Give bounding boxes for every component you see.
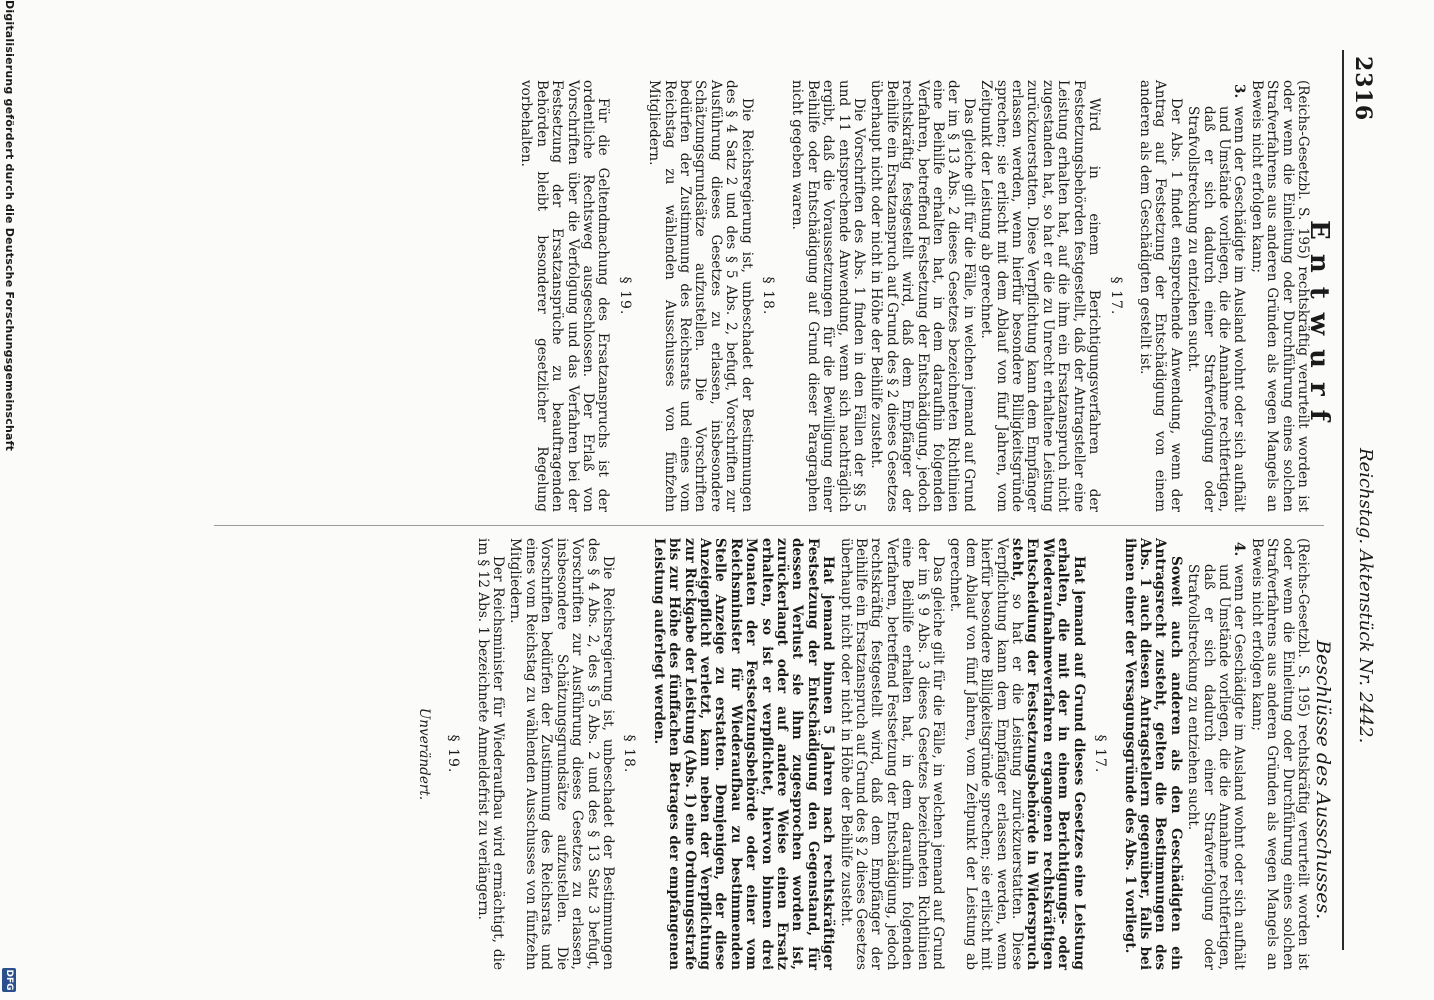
committee-intro: (Reichs-Gesetzbl. S. 195) rechtskräftig verurteilt worden ist oder wenn die Einleitung oder Durchführung eines solchen Strafverfahrens aus anderen Gründen als wegen Mangels an Beweis nicht erfolgen kann; — [1248, 538, 1311, 970]
draft-item-3 — [1185, 80, 1247, 512]
draft-sec17-p3: Die Vorschriften des Abs. 1 finden in den Fällen der §§ 5 und 11 entsprechende Anwendung, wenn sich nachträglich ergibt, daß die Voraussetzungen für die Bewilligung einer Beihilfe oder Entschädigung auf Grund dieser Paragraphen nicht gegeben waren. — [789, 80, 868, 512]
left-column-heading: Entwurf — [1304, 220, 1334, 435]
committee-sec18-title: § 18. — [621, 734, 638, 774]
draft-intro: (Reichs-Gesetzbl. S. 195) rechtskräftig verurteilt worden ist oder wenn die Einleitung oder Durchführung eines solchen Strafverfahrens aus anderen Gründen als wegen Mangels an Beweis nicht erfolgen kann; — [1248, 80, 1311, 512]
committee-item-4-text: wenn der Geschädigte im Ausland wohnt oder sich aufhält und Umstände vorliegen, die die Annahme rechtfertigen, daß er sich dadurch einer Strafverfolgung oder Strafvollstreckung zu entziehen sucht. — [1185, 564, 1248, 970]
draft-sec17-title: § 17. — [1107, 276, 1124, 316]
committee-sec18-p2: Der Reichsminister für Wiederaufbau wird ermächtigt, die im § 12 Abs. 1 bezeichnete Anmeldefrist zu verlängern. — [474, 538, 507, 970]
draft-column — [516, 80, 1310, 512]
committee-bold-paragraph: Soweit auch anderen als den Geschädigten ein Antragsrecht zusteht, gelten die Bestimmungen des Abs. 1 auch diesen Antragstellern gegenüber, falls bei ihnen einer der Versagungsgründe des Abs. 1 vorliegt. — [1121, 538, 1184, 970]
column-divider — [214, 525, 1324, 526]
draft-item-3-number: 3. — [1231, 84, 1248, 99]
committee-sec17-p1 — [947, 538, 1086, 970]
committee-sec17-p1-bold: Hat jemand auf Grund dieses Gesetzes eine Leistung erhalten, die mit der in einem Berichtigungs- oder Wiederaufnahmeverfahren ergangenen rechtskräftigen Entscheidung der Festsetzungsbehörde in Widerspruch steht, — [1009, 538, 1087, 970]
dfg-logo-icon: DFG — [4, 969, 14, 991]
committee-sec19-unchanged: Unverändert. — [415, 707, 432, 801]
document-title: Reichstag. Aktenstück Nr. 2442. — [1355, 448, 1376, 744]
committee-sec17-p2: Das gleiche gilt für die Fälle, in welchen jemand auf Grund der im § 9 Abs. 3 dieses Gesetzes bezeichneten Richtlinien eine Beihilfe erhalten hat, in dem daraufhin folgenden Verfahren, betreffend Festsetzung der Entschädigung, jedoch rechtskräftig festgestellt wird, daß dem Empfänger der Beihilfe ein Ersatzanspruch auf Grund des § 2 dieses Gesetzes überhaupt nicht oder nicht in Höhe der Beihilfe zusteht. — [837, 538, 947, 970]
running-head — [1342, 0, 1382, 1000]
draft-item-3-text: wenn der Geschädigte im Ausland wohnt oder sich aufhält und Umstände vorliegen, die die Annahme rechtfertigen, daß er sich dadurch einer Strafverfolgung oder Strafvollstreckung zu entziehen sucht. — [1185, 106, 1248, 512]
committee-sec17-title: § 17. — [1092, 734, 1109, 774]
committee-item-4-number: 4. — [1231, 542, 1248, 557]
draft-abs2: Der Abs. 1 findet entsprechende Anwendung, wenn der Antrag auf Festsetzung der Entschädigung von einem anderen als dem Geschädigten gestellt ist. — [1136, 80, 1184, 512]
draft-sec17-p2: Das gleiche gilt für die Fälle, in welchen jemand auf Grund der im § 13 Abs. 2 dieses Gesetzes bezeichneten Richtlinien eine Beihilfe erhalten hat, in dem daraufhin folgenden Verfahren, betreffend Festsetzung der Entschädigung, jedoch rechtskräftig festgestellt wird, daß dem Empfänger der Beihilfe ein Ersatzanspruch auf Grund des § 2 dieses Gesetzes überhaupt nicht oder nicht in Höhe der Beihilfe zusteht. — [868, 80, 977, 512]
committee-sec18-p1: Die Reichsregierung ist, unbeschadet der Bestimmungen des § 4 Abs. 2, des § 5 Abs. 2 und des § 13 Satz 3 befugt, Vorschriften zur Ausführung dieses Gesetzes zu erlassen, insbesondere Schätzungsgrundsätze aufzustellen. Die Vorschriften bedürfen der Zustimmung des Reichsrats und eines vom Reichstag zu wählenden Ausschusses von fünfzehn Mitgliedern. — [507, 538, 616, 970]
header-rule — [1342, 50, 1344, 950]
funding-note: Digitalisierung gefördert durch die Deutsche Forschungsgemeinschaft — [3, 0, 16, 452]
committee-item-4 — [1185, 538, 1247, 970]
draft-sec19-title: § 19. — [616, 276, 633, 316]
committee-sec17-p3: Hat jemand binnen 5 Jahren nach rechtskräftiger Festsetzung der Entschädigung den Gegenstand, für dessen Verlust sie ihm zugesprochen worden ist, zurückerlangt oder auf andere Weise einen Ersatz erhalten, so ist er verpflichtet, hiervon binnen drei Monaten der Festsetzungsbehörde oder einer vom Reichsminister für Wiederaufbau zu bestimmenden Stelle Anzeige zu erstatten. Demjenigen, der diese Anzeigepflicht verletzt, kann neben der Verpflichtung zur Rückgabe der Leistung (Abs. 1) eine Ordnungsstrafe bis zur Höhe des fünffachen Betrages der empfangenen Leistung auferlegt werden. — [650, 538, 837, 970]
draft-sec19-p1: Für die Geltendmachung des Ersatzanspruchs ist der ordentliche Rechtsweg ausgeschlossen. Der Erlaß von Vorschriften über die Verfolgung und das Verfahren bei der Festsetzung der Ersatzansprüche zu beauftragenden Behörden bleibt besonderer gesetzlicher Regelung vorbehalten. — [518, 80, 612, 512]
right-column-heading: Beschlüsse des Ausschusses. — [1312, 640, 1334, 920]
draft-sec17-p1: Wird in einem Berichtigungsverfahren der Festsetzungsbehörden festgestellt, daß der Antragsteller eine Leistung erhalten hat, auf die ihm ein Ersatzanspruch nicht zugestanden hat, so hat er die zu Unrecht erhaltene Leistung zurückzuerstatten. Diese Verpflichtung kann dem Empfänger erlassen werden, wenn hierfür besondere Billigkeitsgründe sprechen; sie erlischt mit dem Ablauf von fünf Jahren, vom Zeitpunkt der Leistung ab gerechnet. — [978, 80, 1103, 512]
digitization-footer — [0, 0, 16, 1000]
draft-sec18-p1: Die Reichsregierung ist, unbeschadet der Bestimmungen des § 4 Satz 2 und des § 5 Abs. 2, befugt, Vorschriften zur Ausführung dieses Gesetzes zu erlassen, insbesondere Schätzungsgrundsätze aufzustellen. Die Vorschriften bedürfen der Zustimmung des Reichsrats und eines vom Reichstag zu wählenden Ausschusses von fünfzehn Mitgliedern. — [646, 80, 755, 512]
committee-sec19-title: § 19. — [445, 734, 462, 774]
committee-sec17-p1-rest: so hat er die Leistung zurückzuerstatten. Diese Verpflichtung kann dem Empfänger erlassen werden, wenn hierfür besondere Billigkeitsgründe sprechen; sie erlischt mit dem Ablauf von fünf Jahren, vom Zeitpunkt der Leistung ab gerechnet. — [947, 538, 1026, 970]
page-number: 2316 — [1350, 56, 1376, 122]
committee-column — [409, 538, 1310, 970]
draft-sec18-title: § 18. — [760, 276, 776, 316]
